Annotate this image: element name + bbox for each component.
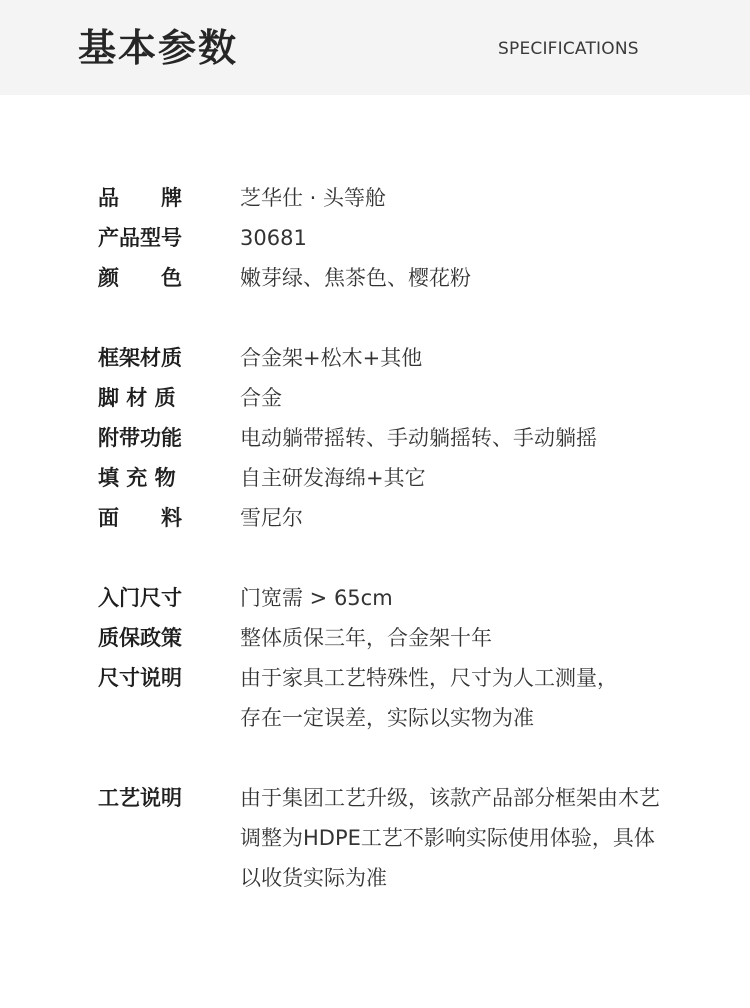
spec-row-functions [98, 418, 738, 458]
spec-label: 品 牌 [98, 186, 182, 210]
spec-row-door-size [98, 578, 738, 618]
spec-value-line: 调整为HDPE工艺不影响实际使用体验，具体 [240, 826, 655, 850]
spec-value-line: 自主研发海绵+其它 [240, 466, 426, 490]
spec-value [240, 618, 730, 658]
spec-value-line: 合金架+松木+其他 [240, 346, 423, 370]
spec-label: 颜 色 [98, 266, 182, 290]
header-banner [0, 0, 750, 95]
spec-value [240, 498, 730, 538]
page-subtitle: SPECIFICATIONS [498, 39, 639, 59]
spec-label: 产品型号 [98, 226, 182, 250]
spec-label: 尺寸说明 [98, 666, 182, 690]
spec-value-line: 雪尼尔 [240, 506, 303, 530]
spec-label: 面 料 [98, 506, 182, 530]
spec-value-line: 合金 [240, 386, 282, 410]
spec-value [240, 658, 730, 738]
spec-label: 质保政策 [98, 626, 182, 650]
spec-value [240, 578, 730, 618]
spec-row-leg-material [98, 378, 738, 418]
spec-label: 填 充 物 [98, 466, 176, 490]
spec-row-fabric [98, 498, 738, 538]
spec-value [240, 218, 730, 258]
spec-value-line: 30681 [240, 226, 307, 250]
spec-label: 脚 材 质 [98, 386, 176, 410]
spec-value-line: 整体质保三年，合金架十年 [240, 626, 492, 650]
spec-value [240, 418, 730, 458]
spec-label: 入门尺寸 [98, 586, 182, 610]
page-title: 基本参数 [78, 26, 239, 70]
spec-value-line: 由于家具工艺特殊性，尺寸为人工测量， [240, 666, 618, 690]
spec-value [240, 338, 730, 378]
spec-value-line: 由于集团工艺升级，该款产品部分框架由木艺 [240, 786, 660, 810]
spec-value-line: 门宽需 > 65cm [240, 586, 393, 610]
spec-label: 附带功能 [98, 426, 182, 450]
spec-row-color [98, 258, 738, 298]
spec-value-line: 存在一定误差，实际以实物为准 [240, 706, 534, 730]
spec-row-frame-material [98, 338, 738, 378]
spec-row-craft-note [98, 778, 738, 890]
spec-value [240, 458, 730, 498]
spec-row-size-note [98, 658, 738, 730]
spec-value [240, 178, 730, 218]
spec-value-line: 以收货实际为准 [240, 866, 387, 890]
spec-label: 框架材质 [98, 346, 182, 370]
spec-row-filling [98, 458, 738, 498]
spec-value-line: 芝华仕 · 头等舱 [240, 186, 387, 210]
spec-value [240, 378, 730, 418]
spec-value [240, 778, 730, 898]
spec-value [240, 258, 730, 298]
spec-row-model [98, 218, 738, 258]
spec-value-line: 嫩芽绿、焦茶色、樱花粉 [240, 266, 471, 290]
spec-value-line: 电动躺带摇转、手动躺摇转、手动躺摇 [240, 426, 597, 450]
spec-row-warranty [98, 618, 738, 658]
spec-row-brand [98, 178, 738, 218]
spec-label: 工艺说明 [98, 786, 182, 810]
